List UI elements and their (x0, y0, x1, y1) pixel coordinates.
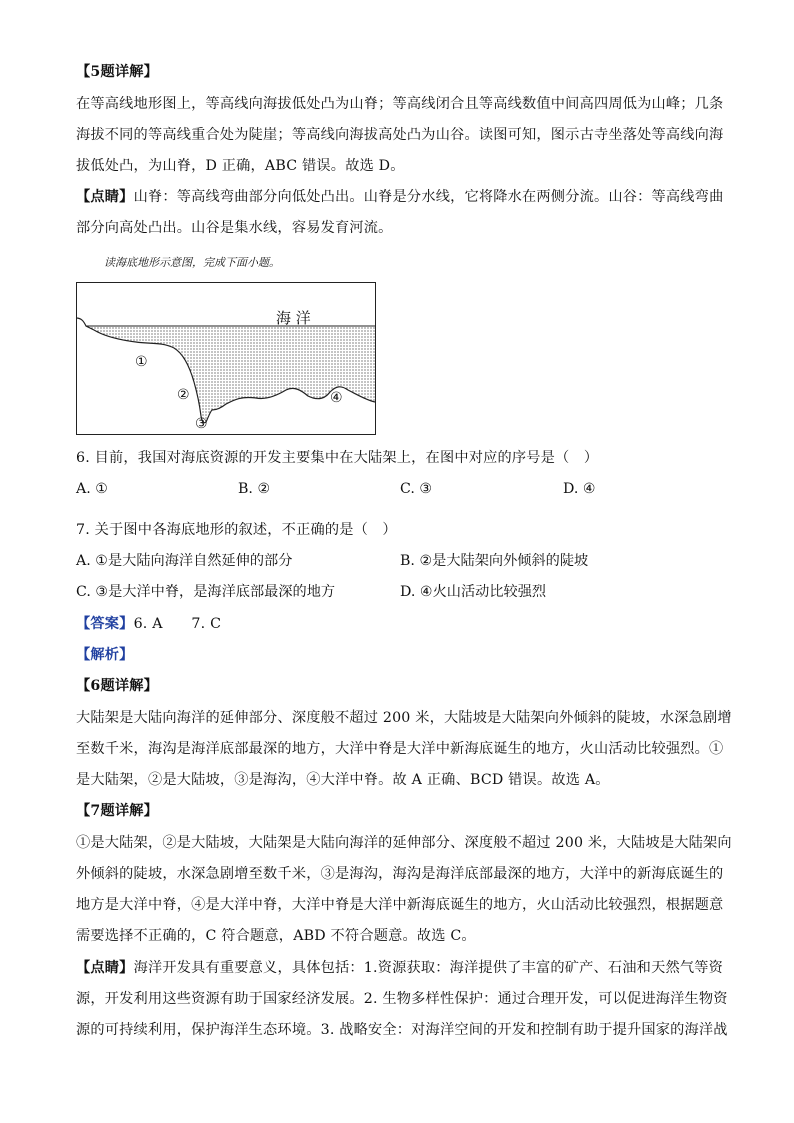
q6-option-a: A. ① (76, 481, 108, 497)
q5-detail-line: 在等高线地形图上，等高线向海拔低处凸为山脊；等高线闭合且等高线数值中间高四周低为山峰；几条 (76, 96, 724, 112)
q7-detail-header: 【7题详解】 (76, 803, 159, 819)
diagram-caption: 读海底地形示意图，完成下面小题。 (104, 256, 280, 269)
q6-option-b: B. ② (238, 481, 271, 497)
analysis-label: 【解析】 (76, 647, 134, 663)
q7-detail-line: ①是大陆架，②是大陆坡，大陆架是大陆向海洋的延伸部分、深度般不超过 200 米，大陆坡是大陆架向 (76, 835, 732, 851)
seafloor-diagram (76, 282, 376, 435)
q7-option-c: C. ③是大洋中脊，是海洋底部最深的地方 (76, 584, 336, 600)
final-tip-line (76, 958, 723, 978)
q7-stem: 7. 关于图中各海底地形的叙述，不正确的是（ ） (76, 522, 397, 538)
answer-label: 【答案】 (76, 616, 134, 632)
q7-detail-line: 地方是大洋中脊，④是大洋中脊，大洋中脊是大洋中新海底诞生的地方，火山活动比较强烈，根据题意 (76, 897, 724, 913)
q6-detail-line: 大陆架是大陆向海洋的延伸部分、深度般不超过 200 米，大陆坡是大陆架向外倾斜的陡坡，水深急剧增 (76, 710, 732, 726)
answer-text: 6. A 7. C (133, 616, 222, 632)
q7-detail-line: 外倾斜的陡坡，水深急剧增至数千米，③是海沟，海沟是海洋底部最深的地方，大洋中的新海底诞生的 (76, 866, 724, 882)
tip-label: 【点睛】 (76, 189, 134, 205)
q6-detail-line: 是大陆架，②是大陆坡，③是海沟，④大洋中脊。故 A 正确、BCD 错误。故选 A。 (76, 772, 610, 788)
marker-3: ③ (195, 416, 208, 432)
final-tip-label: 【点睛】 (76, 960, 134, 976)
answer-line (76, 614, 221, 634)
q6-detail-line: 至数千米，海沟是海洋底部最深的地方，大洋中脊是大洋中新海底诞生的地方，火山活动比较强烈。① (76, 741, 724, 757)
marker-1: ① (135, 354, 148, 370)
q6-option-d: D. ④ (563, 481, 596, 497)
q5-detail-line: 海拔不同的等高线重合处为陡崖；等高线向海拔高处凸为山谷。读图可知，图示古寺坐落处等高线向海 (76, 127, 724, 143)
q7-detail-line: 需要选择不正确的，C 符合题意，ABD 不符合题意。故选 C。 (76, 928, 476, 944)
marker-2: ② (177, 387, 190, 403)
ocean-label: 海 洋 (276, 309, 311, 327)
marker-4: ④ (330, 390, 343, 406)
q5-tip-line: 部分向高处凸出。山谷是集水线，容易发育河流。 (76, 220, 393, 236)
q7-option-b: B. ②是大陆架向外倾斜的陡坡 (400, 553, 589, 569)
final-tip-line: 源，开发利用这些资源有助于国家经济发展。2. 生物多样性保护：通过合理开发，可以促进海洋生物资 (76, 991, 728, 1007)
q5-tip-line (76, 187, 723, 207)
tip-text: 山脊：等高线弯曲部分向低处凸出。山脊是分水线，它将降水在两侧分流。山谷：等高线弯曲 (133, 189, 724, 205)
final-tip-text: 海洋开发具有重要意义，具体包括：1.资源获取：海洋提供了丰富的矿产、石油和天然气等资 (133, 960, 724, 976)
q6-detail-header: 【6题详解】 (76, 678, 159, 694)
q5-detail-line: 拔低处凸，为山脊，D 正确，ABC 错误。故选 D。 (76, 158, 405, 174)
q5-detail-header: 【5题详解】 (76, 64, 159, 80)
final-tip-line: 源的可持续利用，保护海洋生态环境。3. 战略安全：对海洋空间的开发和控制有助于提升国家的海洋战 (76, 1022, 728, 1038)
q7-option-a: A. ①是大陆向海洋自然延伸的部分 (76, 553, 293, 569)
q6-stem: 6. 目前，我国对海底资源的开发主要集中在大陆架上，在图中对应的序号是（ ） (76, 450, 599, 466)
q7-option-d: D. ④火山活动比较强烈 (400, 584, 547, 600)
q6-option-c: C. ③ (400, 481, 433, 497)
